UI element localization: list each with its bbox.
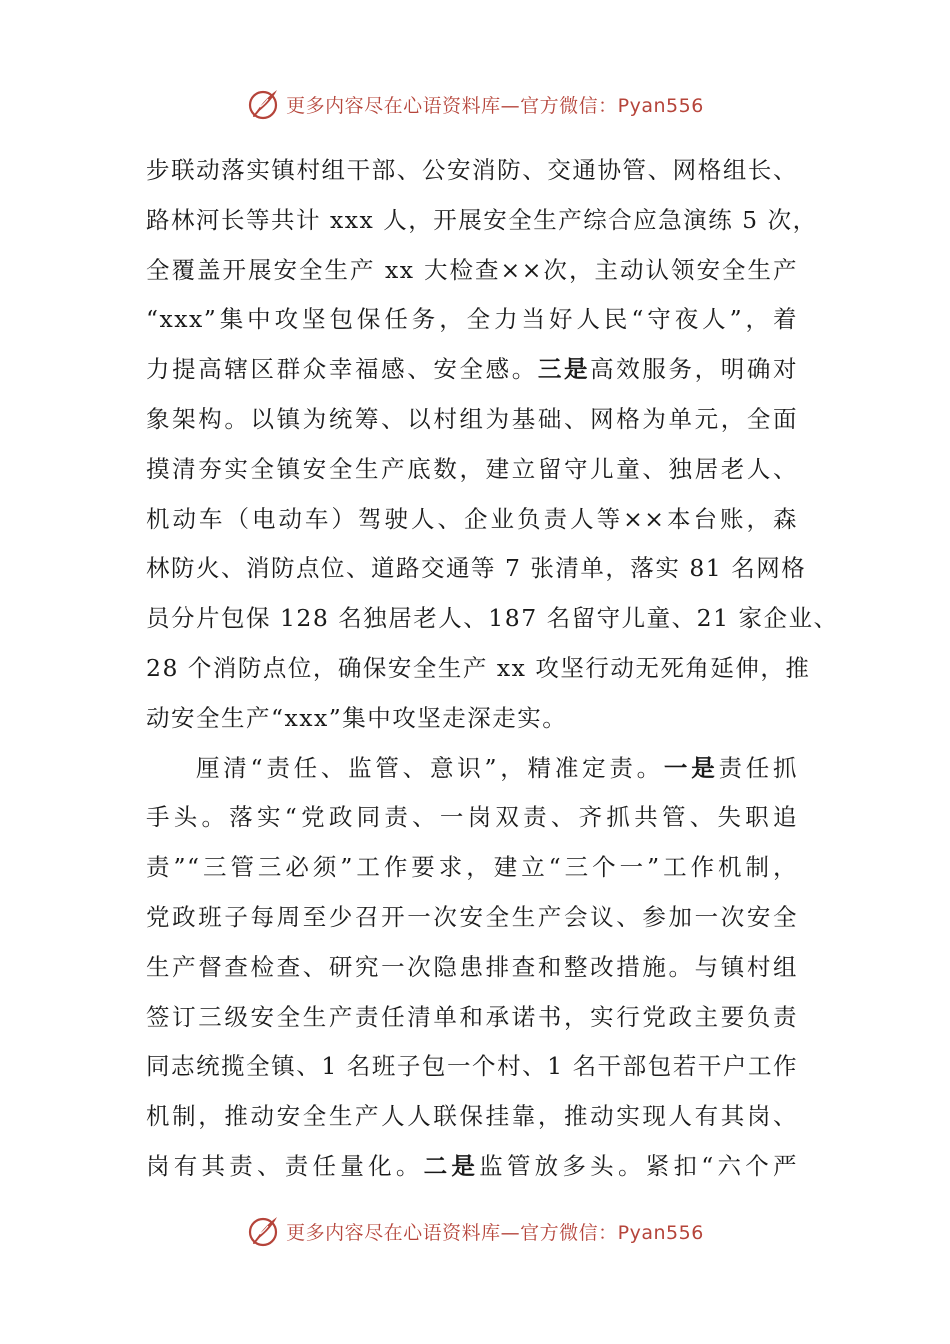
text-line: 象架构。以镇为统筹、以村组为基础、网格为单元，全面 [146, 404, 798, 433]
text-line: 机动车（电动车）驾驶人、企业负责人等××本台账，森 [146, 504, 798, 533]
banner-text: 更多内容尽在心语资料库—官方微信：Pyan556 [286, 94, 704, 117]
wechat-id: Pyan556 [617, 1221, 704, 1244]
bold-marker: 一是 [663, 753, 719, 782]
wechat-id: Pyan556 [617, 94, 704, 117]
text-line: 摸清夯实全镇安全生产底数，建立留守儿童、独居老人、 [146, 454, 798, 483]
header-banner [0, 84, 950, 124]
text-line: 路林河长等共计 xxx 人，开展安全生产综合应急演练 5 次， [146, 205, 818, 234]
document-body [146, 146, 839, 1192]
text-line: 党政班子每周至少召开一次安全生产会议、参加一次安全 [146, 902, 798, 931]
text-line: 员分片包保 128 名独居老人、187 名留守儿童、21 家企业、 [146, 604, 839, 633]
bold-marker: 二是 [423, 1151, 480, 1180]
text-line: 同志统揽全镇、1 名班子包一个村、1 名干部包若干户工作 [146, 1052, 798, 1081]
text-line: 力提高辖区群众幸福感、安全感。三是高效服务，明确对 [146, 355, 798, 384]
text-line: 机制，推动安全生产人人联保挂靠，推动实现人有其岗、 [146, 1102, 798, 1131]
quill-logo-icon [246, 1213, 282, 1249]
footer-banner [0, 1211, 950, 1251]
text-line: 手头。落实“党政同责、一岗双责、齐抓共管、失职追 [146, 803, 798, 832]
banner-text: 更多内容尽在心语资料库—官方微信：Pyan556 [286, 1221, 704, 1244]
text-line: 签订三级安全生产责任清单和承诺书，实行党政主要负责 [146, 1002, 798, 1031]
text-line: 步联动落实镇村组干部、公安消防、交通协管、网格组长、 [146, 156, 798, 184]
text-line: 生产督查检查、研究一次隐患排查和整改措施。与镇村组 [146, 952, 798, 981]
text-line: 动安全生产“xxx”集中攻坚走深走实。 [146, 703, 568, 732]
text-line: 林防火、消防点位、道路交通等 7 张清单，落实 81 名网格 [146, 554, 807, 583]
bold-marker: 三是 [537, 355, 591, 384]
quill-logo-icon [246, 86, 282, 122]
text-line: “xxx”集中攻坚包保任务，全力当好人民“守夜人”，着 [146, 305, 798, 334]
text-line: 岗有其责、责任量化。二是监管放多头。紧扣“六个严 [146, 1151, 799, 1180]
paragraph-start-line: 厘清“责任、监管、意识”，精准定责。一是责任抓 [196, 753, 799, 782]
text-line: 28 个消防点位，确保安全生产 xx 攻坚行动无死角延伸，推 [146, 653, 811, 682]
text-line: 责”“三管三必须”工作要求，建立“三个一”工作机制， [146, 853, 798, 882]
text-line: 全覆盖开展安全生产 xx 大检查××次，主动认领安全生产 [146, 255, 798, 284]
